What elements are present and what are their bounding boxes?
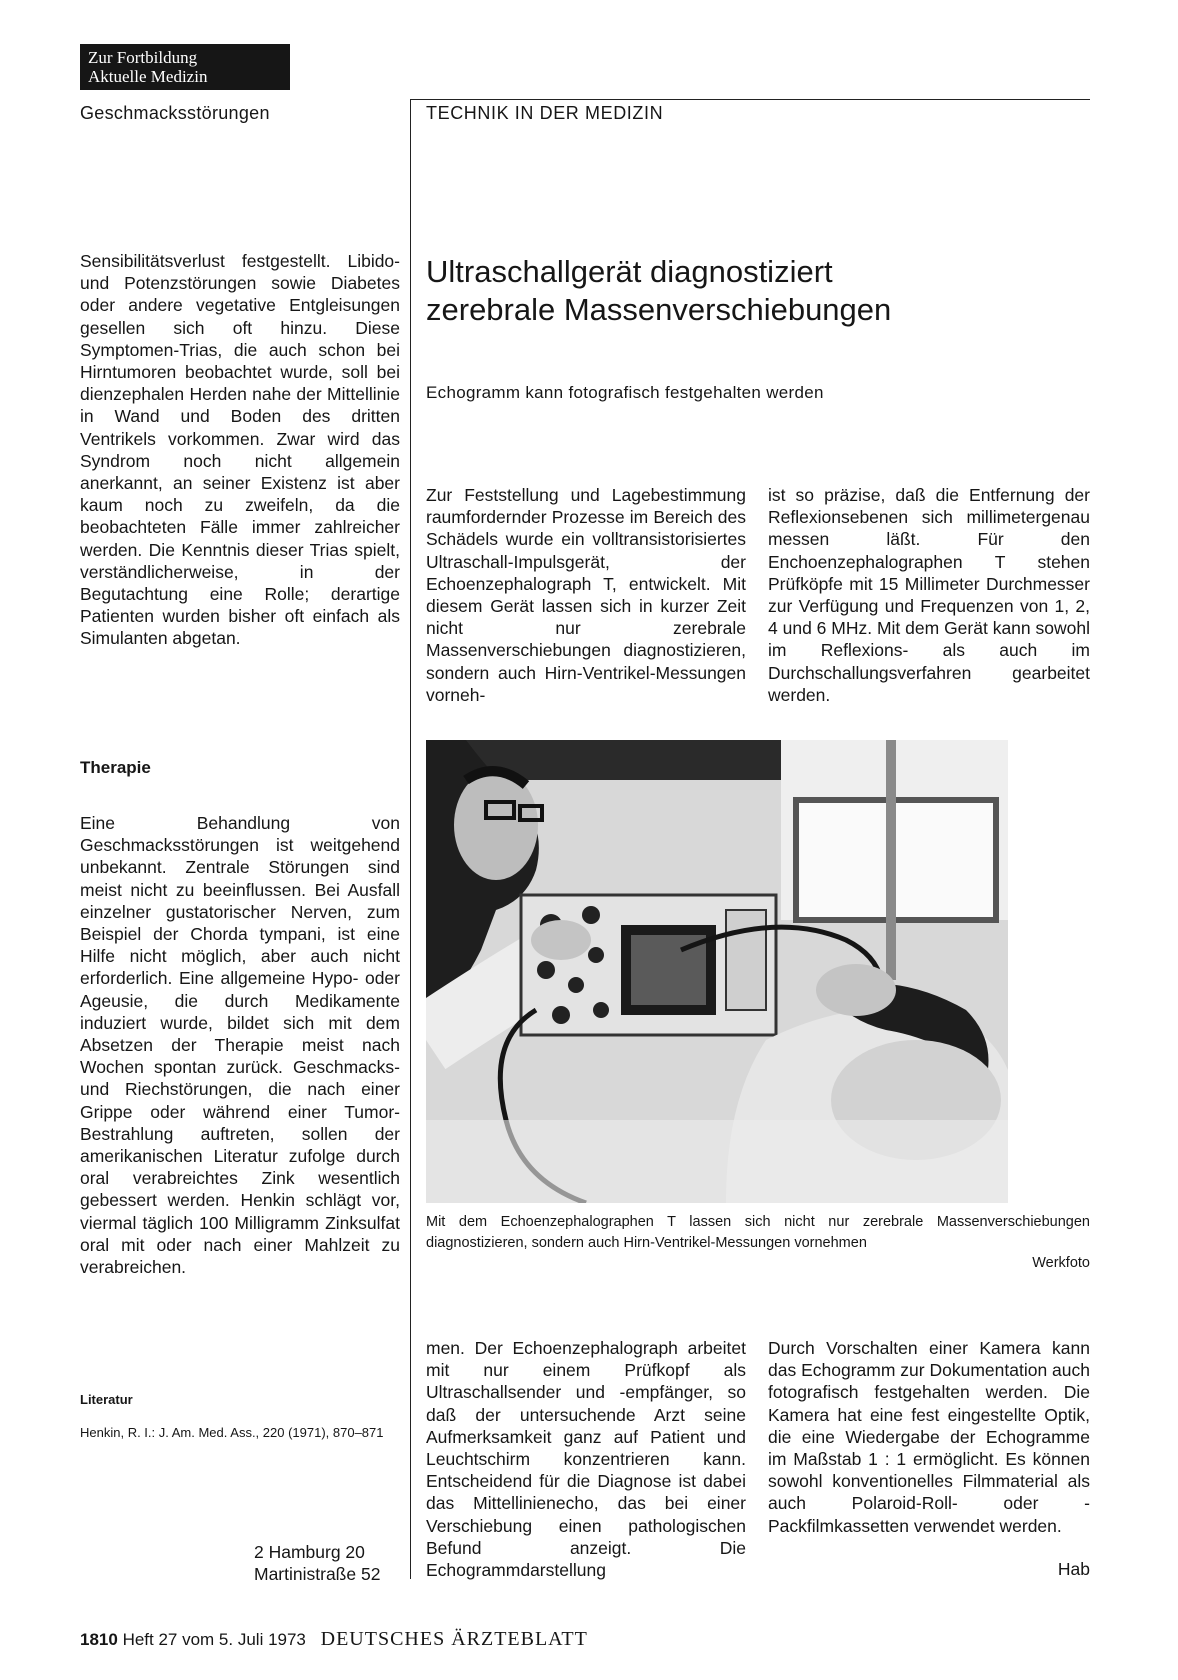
article-column-1-bottom: men. Der Echoenzephalograph arbeitet mit nur einem Prüfkopf als Ultraschallsender und -empfänger, so daß der untersuchende Arzt seine Aufmerksamkeit ganz auf Patient und Leuchtschirm konzentrieren kann. Entscheidend für die Diagnose ist dabei das Mittellinienecho, das bei einer Verschiebung einen pathologischen Befund anzeigt. Die Echogrammdarstellung [426, 1338, 746, 1581]
issue-info: Heft 27 vom 5. Juli 1973 [122, 1630, 306, 1649]
article-photo [426, 740, 1008, 1203]
article-subtitle: Echogramm kann fotografisch festgehalten werden [426, 383, 824, 402]
article-headline [426, 253, 1066, 329]
address-line-1: 2 Hamburg 20 [254, 1542, 365, 1562]
left-section-title: Geschmacksstörungen [80, 103, 270, 123]
header-rule [410, 99, 1090, 100]
author-signature: Hab [1057, 1559, 1090, 1579]
author-address [254, 1541, 400, 1585]
page-footer [80, 1628, 588, 1651]
section-badge [80, 44, 290, 90]
photo-credit: Werkfoto [1032, 1255, 1090, 1271]
literature-heading: Literatur [80, 1392, 133, 1407]
badge-line-1: Zur Fortbildung [88, 48, 198, 67]
page-number: 1810 [80, 1630, 118, 1649]
therapy-paragraph: Eine Behandlung von Geschmacksstörungen ist weitgehend unbekannt. Zentrale Störungen sind meist nicht zu beeinflussen. Bei Ausfall einzelner gustatorischer Nerven, zum Beispiel der Chorda tympani, ist eine Hilfe nicht möglich, aber auch nicht erforderlich. Eine allgemeine Hypo- oder Ageusie, die durch Medikamente induziert wurde, bildet sich mit dem Absetzen der Therapie meist nach Wochen spontan zurück. Geschmacks- und Riechstörungen, die nach einer Grippe oder während einer Tumor-Bestrahlung auftreten, sollen der amerikanischen Literatur zufolge durch oral verabreichtes Zink wesentlich gebessert werden. Henkin schlägt vor, viermal täglich 100 Milligramm Zinksulfat oral mit oder nach einer Mahlzeit zu verabreichen. [80, 813, 400, 1278]
literature-entry: Henkin, R. I.: J. Am. Med. Ass., 220 (1971), 870–871 [80, 1425, 384, 1440]
headline-line-1: Ultraschallgerät diagnostiziert [426, 254, 833, 289]
article-column-2-top: ist so präzise, daß die Entfernung der Reflexionsebenen sich millimetergenau messen läßt. Für den Enchoenzephalographen T stehen Prüfköpfe mit 15 Millimeter Durchmesser zur Verfügung und Frequenzen von 1, 2, 4 und 6 MHz. Mit dem Gerät kann sowohl im Reflexions- als auch im Durchschallungsverfahren gearbeitet werden. [768, 485, 1090, 705]
journal-name: DEUTSCHES ÄRZTEBLATT [320, 1628, 588, 1650]
article-column-2-bottom: Durch Vorschalten einer Kamera kann das Echogramm zur Dokumentation auch fotografisch festgehalten werden. Die Kamera hat eine fest eingestellte Optik, die eine Wiedergabe der Echogramme im Maßstab 1 : 1 ermöglicht. Es können sowohl konventionelles Filmmaterial als auch Polaroid-Roll- oder -Packfilmkassetten verwendet werden. [768, 1338, 1090, 1536]
right-section-title: TECHNIK IN DER MEDIZIN [426, 103, 664, 123]
badge-line-2: Aktuelle Medizin [88, 67, 208, 86]
headline-line-2: zerebrale Massenverschiebungen [426, 292, 892, 327]
therapy-heading: Therapie [80, 758, 151, 777]
article-column-1-top: Zur Feststellung und Lagebestimmung raumfordernder Prozesse im Bereich des Schädels wurde ein volltransistorisiertes Ultraschall-Impulsgerät, der Echoenzephalograph T, entwickelt. Mit diesem Gerät lassen sich in kurzer Zeit nicht nur zerebrale Massenverschiebungen diagnostizieren, sondern auch Hirn-Ventrikel-Messungen vorneh- [426, 485, 746, 705]
left-column-paragraph: Sensibilitätsverlust festgestellt. Libido- und Potenzstörungen sowie Diabetes oder andere vegetative Entgleisungen gesellen sich oft hinzu. Diese Symptomen-Trias, die auch schon bei Hirntumoren beobachtet wurde, soll bei dienzephalen Herden nahe der Mittellinie in Wand und Boden des dritten Ventrikels vorkommen. Zwar wird das Syndrom noch nicht allgemein anerkannt, an seiner Existenz ist aber kaum noch zu zweifeln, da die beobachteten Fälle immer zahlreicher werden. Die Kenntnis dieser Trias spielt, verständlicherweise, in der Begutachtung eine Rolle; derartige Patienten wurden bisher oft einfach als Simulanten abgetan. [80, 251, 400, 649]
address-line-2: Martinistraße 52 [254, 1564, 381, 1585]
column-divider [410, 99, 411, 1579]
photo-caption: Mit dem Echoenzephalographen T lassen sich nicht nur zerebrale Massenverschiebungen diagnostizieren, sondern auch Hirn-Ventrikel-Messungen vornehmen [426, 1214, 1090, 1251]
